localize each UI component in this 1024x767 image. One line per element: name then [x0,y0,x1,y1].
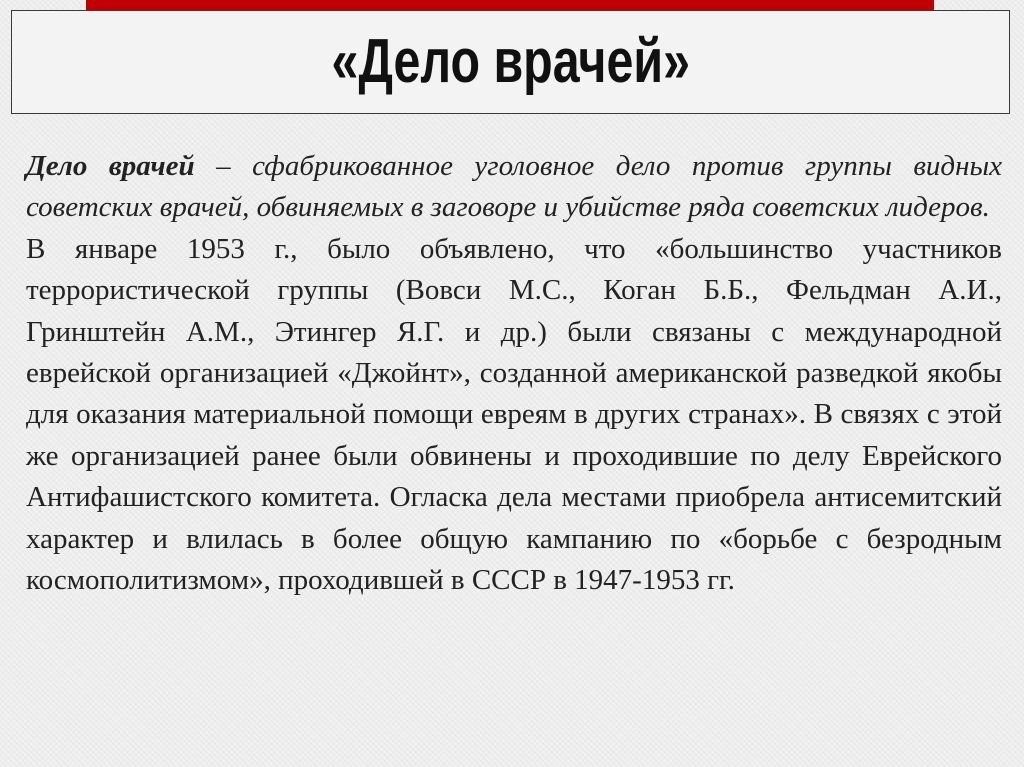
definition-term: Дело врачей [26,150,195,182]
definition-paragraph [26,146,1002,229]
top-accent-bar [86,0,934,10]
definition-text: – сфабрикованное уголовное дело против группы видных советских врачей, обвиняемых в заговоре и убийстве ряда советских лидеров. [26,150,1003,224]
body-paragraph: В январе 1953 г., было объявлено, что «большинство участников террористической группы (Вовси М.С., Коган Б.Б., Фельдман А.И., Гринштейн А.М., Этингер Я.Г. и др.) были связаны с международной еврейской организацией «Джойнт», созданной американской разведкой якобы для оказания материальной помощи евреям в других странах». В связях с этой же организацией ранее были обвинены и проходившие по делу Еврейского Антифашистского комитета. Огласка дела местами приобрела антисемитский характер и влилась в более общую кампанию по «борьбе с безродным космополитизмом», проходившей в СССР в 1947-1953 гг. [26,232,1002,597]
title-box [11,10,1010,114]
content-area [26,146,1002,601]
slide-title: «Дело врачей» [331,27,690,96]
